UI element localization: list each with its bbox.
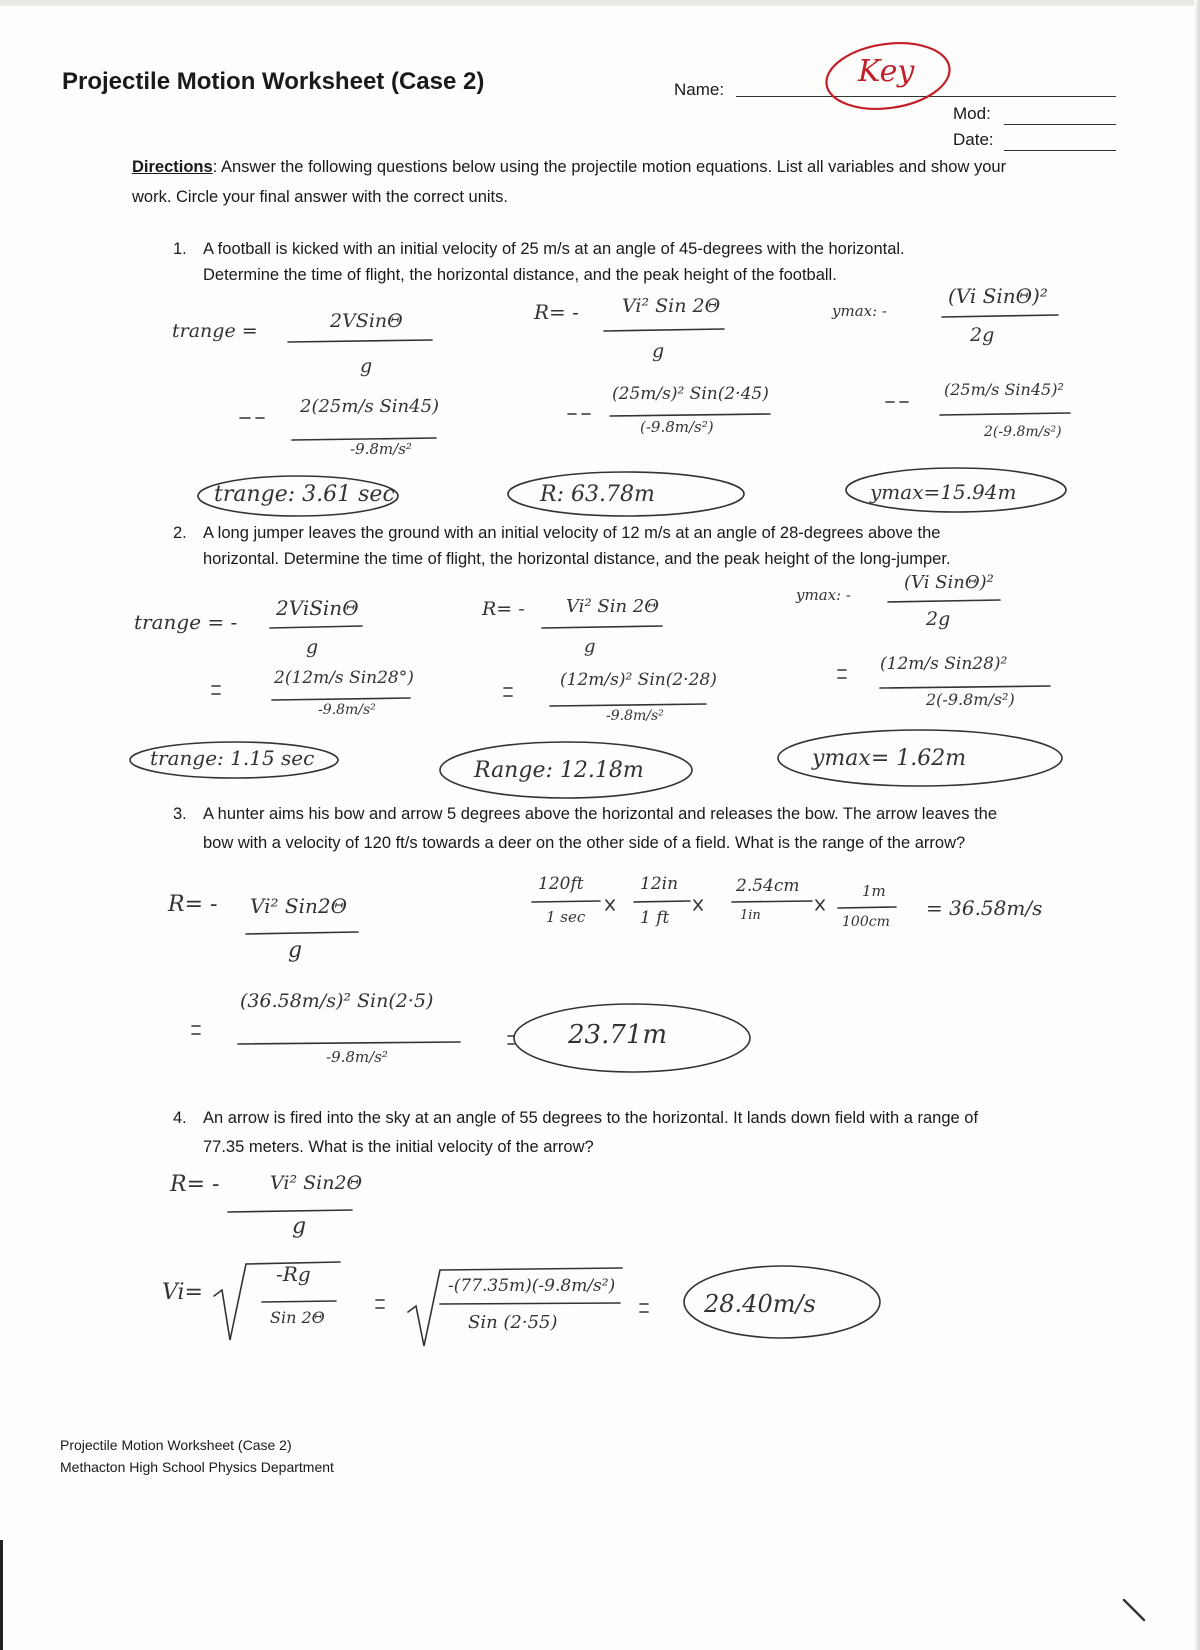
q3-eq-1 — [192, 1026, 200, 1034]
question-number: 4. — [173, 1109, 187, 1127]
q3-conv-2-num: 12in — [640, 874, 679, 894]
q1-r-sub-den: (-9.8m/s²) — [640, 418, 714, 436]
q2-r-sub-num: (12m/s)² Sin(2·28) — [560, 670, 717, 690]
q1-t-formula-num: 2VSinΘ — [330, 310, 403, 332]
q3-conv-3-den: 1in — [740, 908, 761, 923]
q4-v-label: Vi= — [162, 1280, 203, 1305]
q2-t-sub-den: -9.8m/s² — [318, 702, 376, 718]
q4-v-bar — [262, 1301, 336, 1302]
q3-sub-bar — [238, 1042, 460, 1044]
question-number: 3. — [173, 805, 187, 823]
q4-v-formula-den: Sin 2Θ — [270, 1308, 325, 1327]
mod-label: Mod: — [953, 104, 991, 123]
q3-r-label: R= - — [168, 892, 218, 917]
q2-r-sub-den: -9.8m/s² — [606, 708, 664, 724]
directions-label: Directions — [132, 158, 213, 176]
q3-sub-num: (36.58m/s)² Sin(2·5) — [240, 990, 434, 1012]
key-circle — [822, 36, 954, 117]
q2-r-label: R= - — [482, 598, 525, 620]
question-text: An arrow is fired into the sky at an angle of 55 degrees to the horizontal. It lands down field with a range of 77.35 meters. What is the initial velocity of the arrow? — [203, 1109, 979, 1156]
q2-y-formula-den: 2g — [926, 608, 951, 630]
q4-radical-2 — [408, 1268, 622, 1346]
q2-r-formula-den: g — [584, 636, 596, 657]
q2-r-sub-bar — [550, 704, 706, 706]
q3-conv-bar-3 — [732, 901, 812, 902]
q2-t-bar — [270, 626, 362, 628]
q2-eq-1 — [212, 686, 220, 694]
q2-t-formula-num: 2ViSinΘ — [276, 596, 359, 620]
q3-answer-circle — [514, 1004, 750, 1072]
q2-r-formula-num: Vi² Sin 2Θ — [566, 596, 659, 617]
q3-r-formula-num: Vi² Sin2Θ — [250, 894, 347, 918]
q4-r-bar — [228, 1210, 352, 1212]
q3-eq-2 — [508, 1036, 514, 1044]
q2-eq-3 — [838, 670, 846, 678]
q2-y-answer-circle — [778, 730, 1062, 786]
q1-t-bar — [288, 340, 432, 342]
q1-t-sub-num: 2(25m/s Sin45) — [300, 396, 440, 417]
q2-t-answer-circle — [130, 742, 338, 778]
pen-mark — [1124, 1600, 1144, 1620]
question-number: 2. — [173, 524, 187, 542]
q1-y-answer-circle — [846, 468, 1066, 512]
q1-t-label: trange = — [172, 320, 258, 342]
q1-r-answer-circle — [508, 472, 744, 516]
q2-r-bar — [542, 626, 662, 628]
q1-y-formula-num: (Vi SinΘ)² — [948, 284, 1048, 308]
question-number: 1. — [173, 240, 187, 258]
q4-v-sub-den: Sin (2·55) — [468, 1312, 558, 1333]
q4-answer: 28.40m/s — [704, 1290, 816, 1318]
q1-y-sub-num: (25m/s Sin45)² — [944, 380, 1064, 399]
q1-y-label: ymax: - — [832, 302, 887, 320]
q4-v-sub-num: -(77.35m)(-9.8m/s²) — [448, 1276, 616, 1296]
q2-y-answer: ymax= 1.62m — [812, 746, 967, 771]
q3-conv-3-num: 2.54cm — [736, 876, 800, 896]
q3-conv-bar-2 — [634, 901, 690, 902]
q3-conv-4-num: 1m — [862, 882, 886, 900]
q2-r-answer: Range: 12.18m — [474, 758, 644, 783]
q3-conv-1-num: 120ft — [538, 874, 584, 894]
q3-times-3 — [816, 900, 824, 910]
q3-conv-bar-4 — [838, 907, 896, 908]
q4-r-formula-den: g — [292, 1214, 307, 1239]
q4-eq-1 — [376, 1300, 384, 1308]
q3-sub-den: -9.8m/s² — [326, 1048, 388, 1066]
q3-conv-bar-1 — [532, 901, 600, 902]
q1-y-sub-bar — [940, 413, 1070, 415]
q4-eq-2 — [640, 1304, 648, 1312]
question-text: A long jumper leaves the ground with an initial velocity of 12 m/s at an angle of 28-degrees above the horizontal. Determine the time of flight, the horizontal distance, and the peak height of the long-jumper. — [203, 524, 951, 568]
q4-v-sub-bar — [440, 1303, 620, 1304]
worksheet-title: Projectile Motion Worksheet (Case 2) — [62, 68, 485, 95]
q4-r-formula-num: Vi² Sin2Θ — [270, 1172, 363, 1194]
q1-r-answer: R: 63.78m — [540, 482, 655, 507]
q2-y-sub-den: 2(-9.8m/s²) — [926, 690, 1015, 709]
q1-t-formula-den: g — [360, 355, 373, 377]
q3-r-formula-den: g — [288, 938, 303, 963]
directions-text: : Answer the following questions below using the projectile motion equations. List all variables and show your work. Circle your final answer with the correct units. — [132, 158, 1007, 206]
date-label: Date: — [953, 130, 994, 149]
q2-t-label: trange = - — [134, 610, 238, 634]
q1-t-sub-den: -9.8m/s² — [350, 440, 412, 458]
q3-conv-2-den: 1 ft — [640, 908, 670, 928]
q2-t-formula-den: g — [306, 636, 319, 658]
q1-t-answer: trange: 3.61 sec — [214, 482, 395, 507]
q2-y-label: ymax: - — [796, 586, 851, 604]
question-text: A football is kicked with an initial velocity of 25 m/s at an angle of 45-degrees with the horizontal. Determine the time of flight, the horizontal distance, and the peak height of the football. — [203, 240, 905, 284]
q3-answer: 23.71m — [568, 1020, 668, 1050]
footer-line-1: Projectile Motion Worksheet (Case 2) — [60, 1437, 292, 1453]
q4-r-label: R= - — [170, 1172, 220, 1197]
q2-r-answer-circle — [440, 742, 692, 798]
q3-r-bar — [246, 932, 358, 934]
q2-t-sub-bar — [272, 698, 410, 700]
name-label: Name: — [674, 80, 725, 99]
q1-t-sub-bar — [292, 438, 436, 440]
q1-y-bar — [942, 315, 1058, 317]
q2-t-answer: trange: 1.15 sec — [150, 746, 315, 770]
q1-y-answer: ymax=15.94m — [870, 480, 1017, 504]
q1-y-formula-den: 2g — [970, 324, 995, 346]
q1-r-label: R= - — [534, 300, 579, 324]
q2-y-formula-num: (Vi SinΘ)² — [904, 572, 994, 593]
q4-v-formula-num: -Rg — [276, 1262, 311, 1286]
q2-y-sub-num: (12m/s Sin28)² — [880, 654, 1008, 674]
q3-times-1 — [606, 900, 614, 910]
q1-r-sub-num: (25m/s)² Sin(2·45) — [612, 384, 769, 404]
q3-conv-result: = 36.58m/s — [926, 896, 1043, 920]
q1-r-formula-num: Vi² Sin 2Θ — [622, 295, 721, 317]
q1-r-formula-den: g — [652, 340, 665, 362]
name-value: Key — [858, 54, 915, 89]
q2-t-sub-num: 2(12m/s Sin28°) — [274, 668, 414, 688]
q1-r-sub-bar — [610, 414, 770, 416]
q1-y-sub-den: 2(-9.8m/s²) — [984, 424, 1062, 440]
q2-eq-2 — [504, 688, 512, 696]
q3-times-2 — [694, 900, 702, 910]
q3-conv-4-den: 100cm — [842, 914, 890, 930]
question-text: A hunter aims his bow and arrow 5 degrees above the horizontal and releases the bow. The arrow leaves the bow with a velocity of 120 ft/s towards a deer on the other side of a field. What is the range of the arrow? — [203, 805, 998, 852]
q1-t-answer-circle — [198, 476, 398, 516]
q2-y-sub-bar — [880, 686, 1050, 688]
q1-r-bar — [604, 329, 724, 331]
q2-y-bar — [888, 600, 1000, 602]
q3-conv-1-den: 1 sec — [546, 908, 586, 926]
footer-line-2: Methacton High School Physics Department — [60, 1459, 334, 1475]
q4-answer-circle — [684, 1266, 880, 1338]
